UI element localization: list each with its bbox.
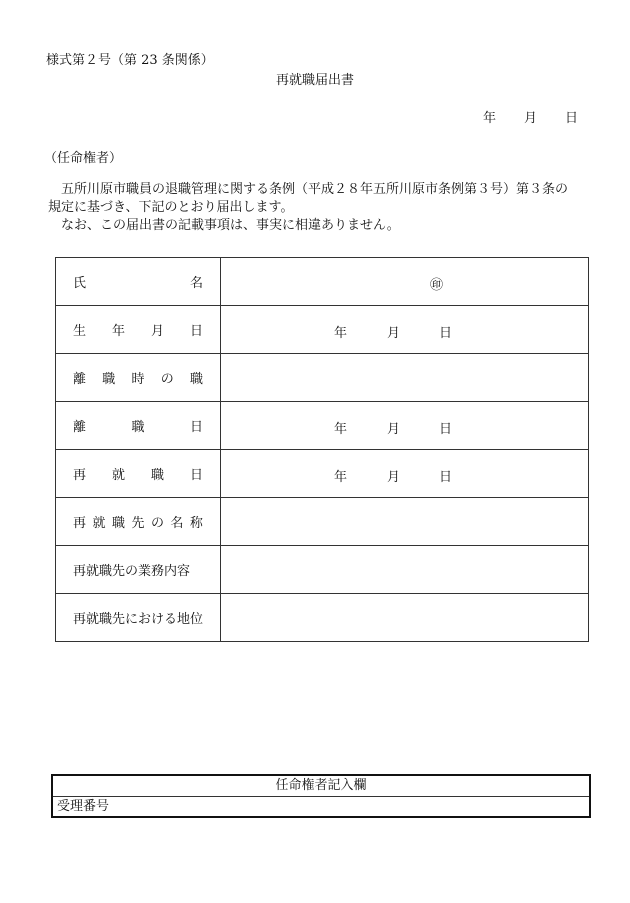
label-char: 日 bbox=[189, 420, 203, 435]
field-label-text bbox=[73, 320, 203, 339]
date-month-label: 月 bbox=[387, 326, 401, 341]
label-char: 職 bbox=[150, 468, 164, 483]
label-char: 職 bbox=[102, 372, 116, 387]
field-label bbox=[56, 450, 221, 498]
label-char: 時 bbox=[131, 372, 145, 387]
declaration-text bbox=[48, 181, 568, 235]
declaration-line: なお、この届出書の記載事項は、事実に相違ありません。 bbox=[48, 218, 400, 233]
label-char: 職 bbox=[189, 372, 203, 387]
field-label bbox=[56, 306, 221, 354]
form-row bbox=[56, 498, 589, 546]
field-value[interactable] bbox=[221, 306, 589, 354]
field-label-text bbox=[73, 272, 203, 291]
label-char: 就 bbox=[111, 468, 125, 483]
label-char: 先 bbox=[131, 516, 145, 531]
label-char: の bbox=[150, 516, 164, 531]
label-char: の bbox=[160, 372, 174, 387]
label-char: 就 bbox=[92, 516, 106, 531]
label-char: 再 bbox=[73, 468, 87, 483]
label-char: 生 bbox=[73, 324, 87, 339]
date-month-label: 月 bbox=[387, 422, 401, 437]
form-row bbox=[56, 594, 589, 642]
date-day-label: 日 bbox=[439, 470, 453, 485]
field-label bbox=[56, 402, 221, 450]
receipt-number-field[interactable] bbox=[53, 797, 589, 816]
form-row bbox=[56, 546, 589, 594]
field-value[interactable] bbox=[221, 258, 589, 306]
field-value[interactable] bbox=[221, 354, 589, 402]
field-label-text bbox=[73, 512, 203, 531]
date-year-label: 年 bbox=[334, 326, 348, 341]
label-char: 日 bbox=[189, 468, 203, 483]
date-year-label: 年 bbox=[334, 422, 348, 437]
label-char: 離 bbox=[73, 372, 87, 387]
label-char: 再 bbox=[73, 516, 87, 531]
label-char: 離 bbox=[73, 420, 87, 435]
declaration-line: 五所川原市職員の退職管理に関する条例（平成２８年五所川原市条例第３号）第３条の bbox=[48, 182, 569, 197]
label-char: 職 bbox=[111, 516, 125, 531]
field-label-text bbox=[73, 608, 203, 627]
office-use-box bbox=[51, 774, 591, 818]
label-char: 月 bbox=[150, 324, 164, 339]
field-label bbox=[56, 498, 221, 546]
field-label-text bbox=[73, 560, 203, 579]
date-year-label: 年 bbox=[483, 111, 497, 126]
label-char: 年 bbox=[111, 324, 125, 339]
label-char: 再就職先の業務内容 bbox=[73, 564, 191, 579]
label-char: 名 bbox=[189, 276, 203, 291]
field-label bbox=[56, 354, 221, 402]
field-label bbox=[56, 258, 221, 306]
form-row bbox=[56, 402, 589, 450]
label-char: 再就職先における地位 bbox=[73, 612, 204, 627]
field-value[interactable] bbox=[221, 402, 589, 450]
reemployment-form-table bbox=[55, 257, 589, 642]
date-day-label: 日 bbox=[439, 422, 453, 437]
date-year-label: 年 bbox=[334, 470, 348, 485]
label-char: 称 bbox=[189, 516, 203, 531]
label-char: 日 bbox=[189, 324, 203, 339]
date-day-label: 日 bbox=[565, 111, 579, 126]
date-month-label: 月 bbox=[387, 470, 401, 485]
field-value[interactable] bbox=[221, 546, 589, 594]
seal-mark: ㊞ bbox=[430, 278, 444, 293]
form-row bbox=[56, 258, 589, 306]
label-char: 名 bbox=[170, 516, 184, 531]
label-char: 氏 bbox=[73, 276, 87, 291]
field-label bbox=[56, 546, 221, 594]
label-char: 職 bbox=[131, 420, 145, 435]
date-day-label: 日 bbox=[439, 326, 453, 341]
field-value[interactable] bbox=[221, 450, 589, 498]
field-value[interactable] bbox=[221, 498, 589, 546]
document-title: 再就職届出書 bbox=[275, 73, 354, 88]
form-number: 様式第２号（第 23 条関係） bbox=[46, 53, 214, 68]
appointer-addressee: （任命権者） bbox=[44, 151, 123, 166]
field-label-text bbox=[73, 416, 203, 435]
field-value[interactable] bbox=[221, 594, 589, 642]
office-use-title: 任命権者記入欄 bbox=[53, 776, 589, 797]
receipt-number-label: 受理番号 bbox=[57, 799, 110, 814]
declaration-line: 規定に基づき、下記のとおり届出します。 bbox=[48, 200, 294, 215]
field-label-text bbox=[73, 368, 203, 387]
form-row bbox=[56, 450, 589, 498]
form-row bbox=[56, 306, 589, 354]
field-label-text bbox=[73, 464, 203, 483]
date-month-label: 月 bbox=[524, 111, 538, 126]
field-label bbox=[56, 594, 221, 642]
form-row bbox=[56, 354, 589, 402]
